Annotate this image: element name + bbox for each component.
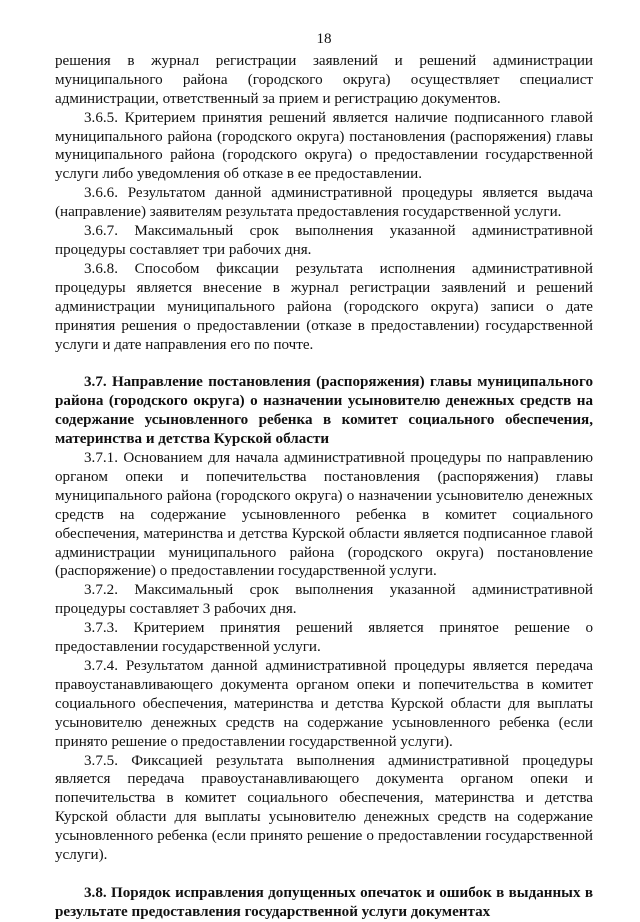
paragraph-3-6-6: 3.6.6. Результатом данной административной процедуры является выдача (направление) заявителям результата предоставления государственной услуги. (55, 185, 593, 221)
paragraph-3-7-4: 3.7.4. Результатом данной административной процедуры является передача правоустанавливающего документа органом опеки и попечительства в комитет социального обеспечения, материнства и детства Курской области для выплаты усыновителю денежных средств на содержание усыновленного ребенка (если принято решение о предоставлении государственной услуги). (55, 658, 593, 750)
paragraph-3-7-5: 3.7.5. Фиксацией результата выполнения административной процедуры является передача правоустанавливающего документа органом опеки и попечительства в комитет социального обеспечения, материнства и детства Курской области для выплаты усыновителю денежных средств на содержание усыновленного ребенка (если принято решение о предоставлении государственной услуги). (55, 752, 593, 864)
paragraph-3-6-8: 3.6.8. Способом фиксации результата исполнения административной процедуры является внесение в журнал регистрации заявлений и решений администрации муниципального района (городского округа) записи о дате принятия решения о предоставлении (отказе в предоставлении) государственной услуги и дате направления его по почте. (55, 260, 593, 353)
section-spacer (55, 354, 593, 373)
document-page (55, 30, 593, 922)
page-number: 18 (316, 31, 332, 47)
paragraph-3-6-5: 3.6.5. Критерием принятия решений является наличие подписанного главой муниципального района (городского округа) постановления (распоряжения) главы муниципального района (городского округа) о предоставлении государственной услуги либо уведомления об отказе в ее предоставлении. (55, 109, 593, 183)
section-spacer (55, 865, 593, 884)
paragraph-3-7-2: 3.7.2. Максимальный срок выполнения указанной административной процедуры составляет 3 рабочих дня. (55, 582, 593, 618)
paragraph-continuation: решения в журнал регистрации заявлений и решений администрации муниципального района (городского округа) осуществляет специалист администрации, ответственный за прием и регистрацию документов. (55, 52, 593, 107)
paragraph-3-7-1: 3.7.1. Основанием для начала административной процедуры по направлению органом опеки и попечительства постановления (распоряжения) главы муниципального района (городского округа) о назначении усыновителю денежных средств на содержание усыновленного ребенка в комитет социального обеспечения, материнства и детства Курской области является подписанное главой администрации муниципального района (городского округа) постановление (распоряжение) о предоставлении государственной услуги. (55, 450, 593, 580)
paragraph-3-6-7: 3.6.7. Максимальный срок выполнения указанной административной процедуры составляет три рабочих дня. (55, 223, 593, 258)
paragraph-3-7-3: 3.7.3. Критерием принятия решений является принятое решение о предоставлении государственной услуги. (55, 620, 593, 656)
section-heading-3-7: 3.7. Направление постановления (распоряжения) главы муниципального района (городского округа) о назначении усыновителю денежных средств на содержание усыновленного ребенка в комитет социального обеспечения, материнства и детства Курской области (55, 374, 593, 448)
section-heading-3-8: 3.8. Порядок исправления допущенных опечаток и ошибок в выданных в результате предоставления государственной услуги документах (55, 884, 593, 920)
